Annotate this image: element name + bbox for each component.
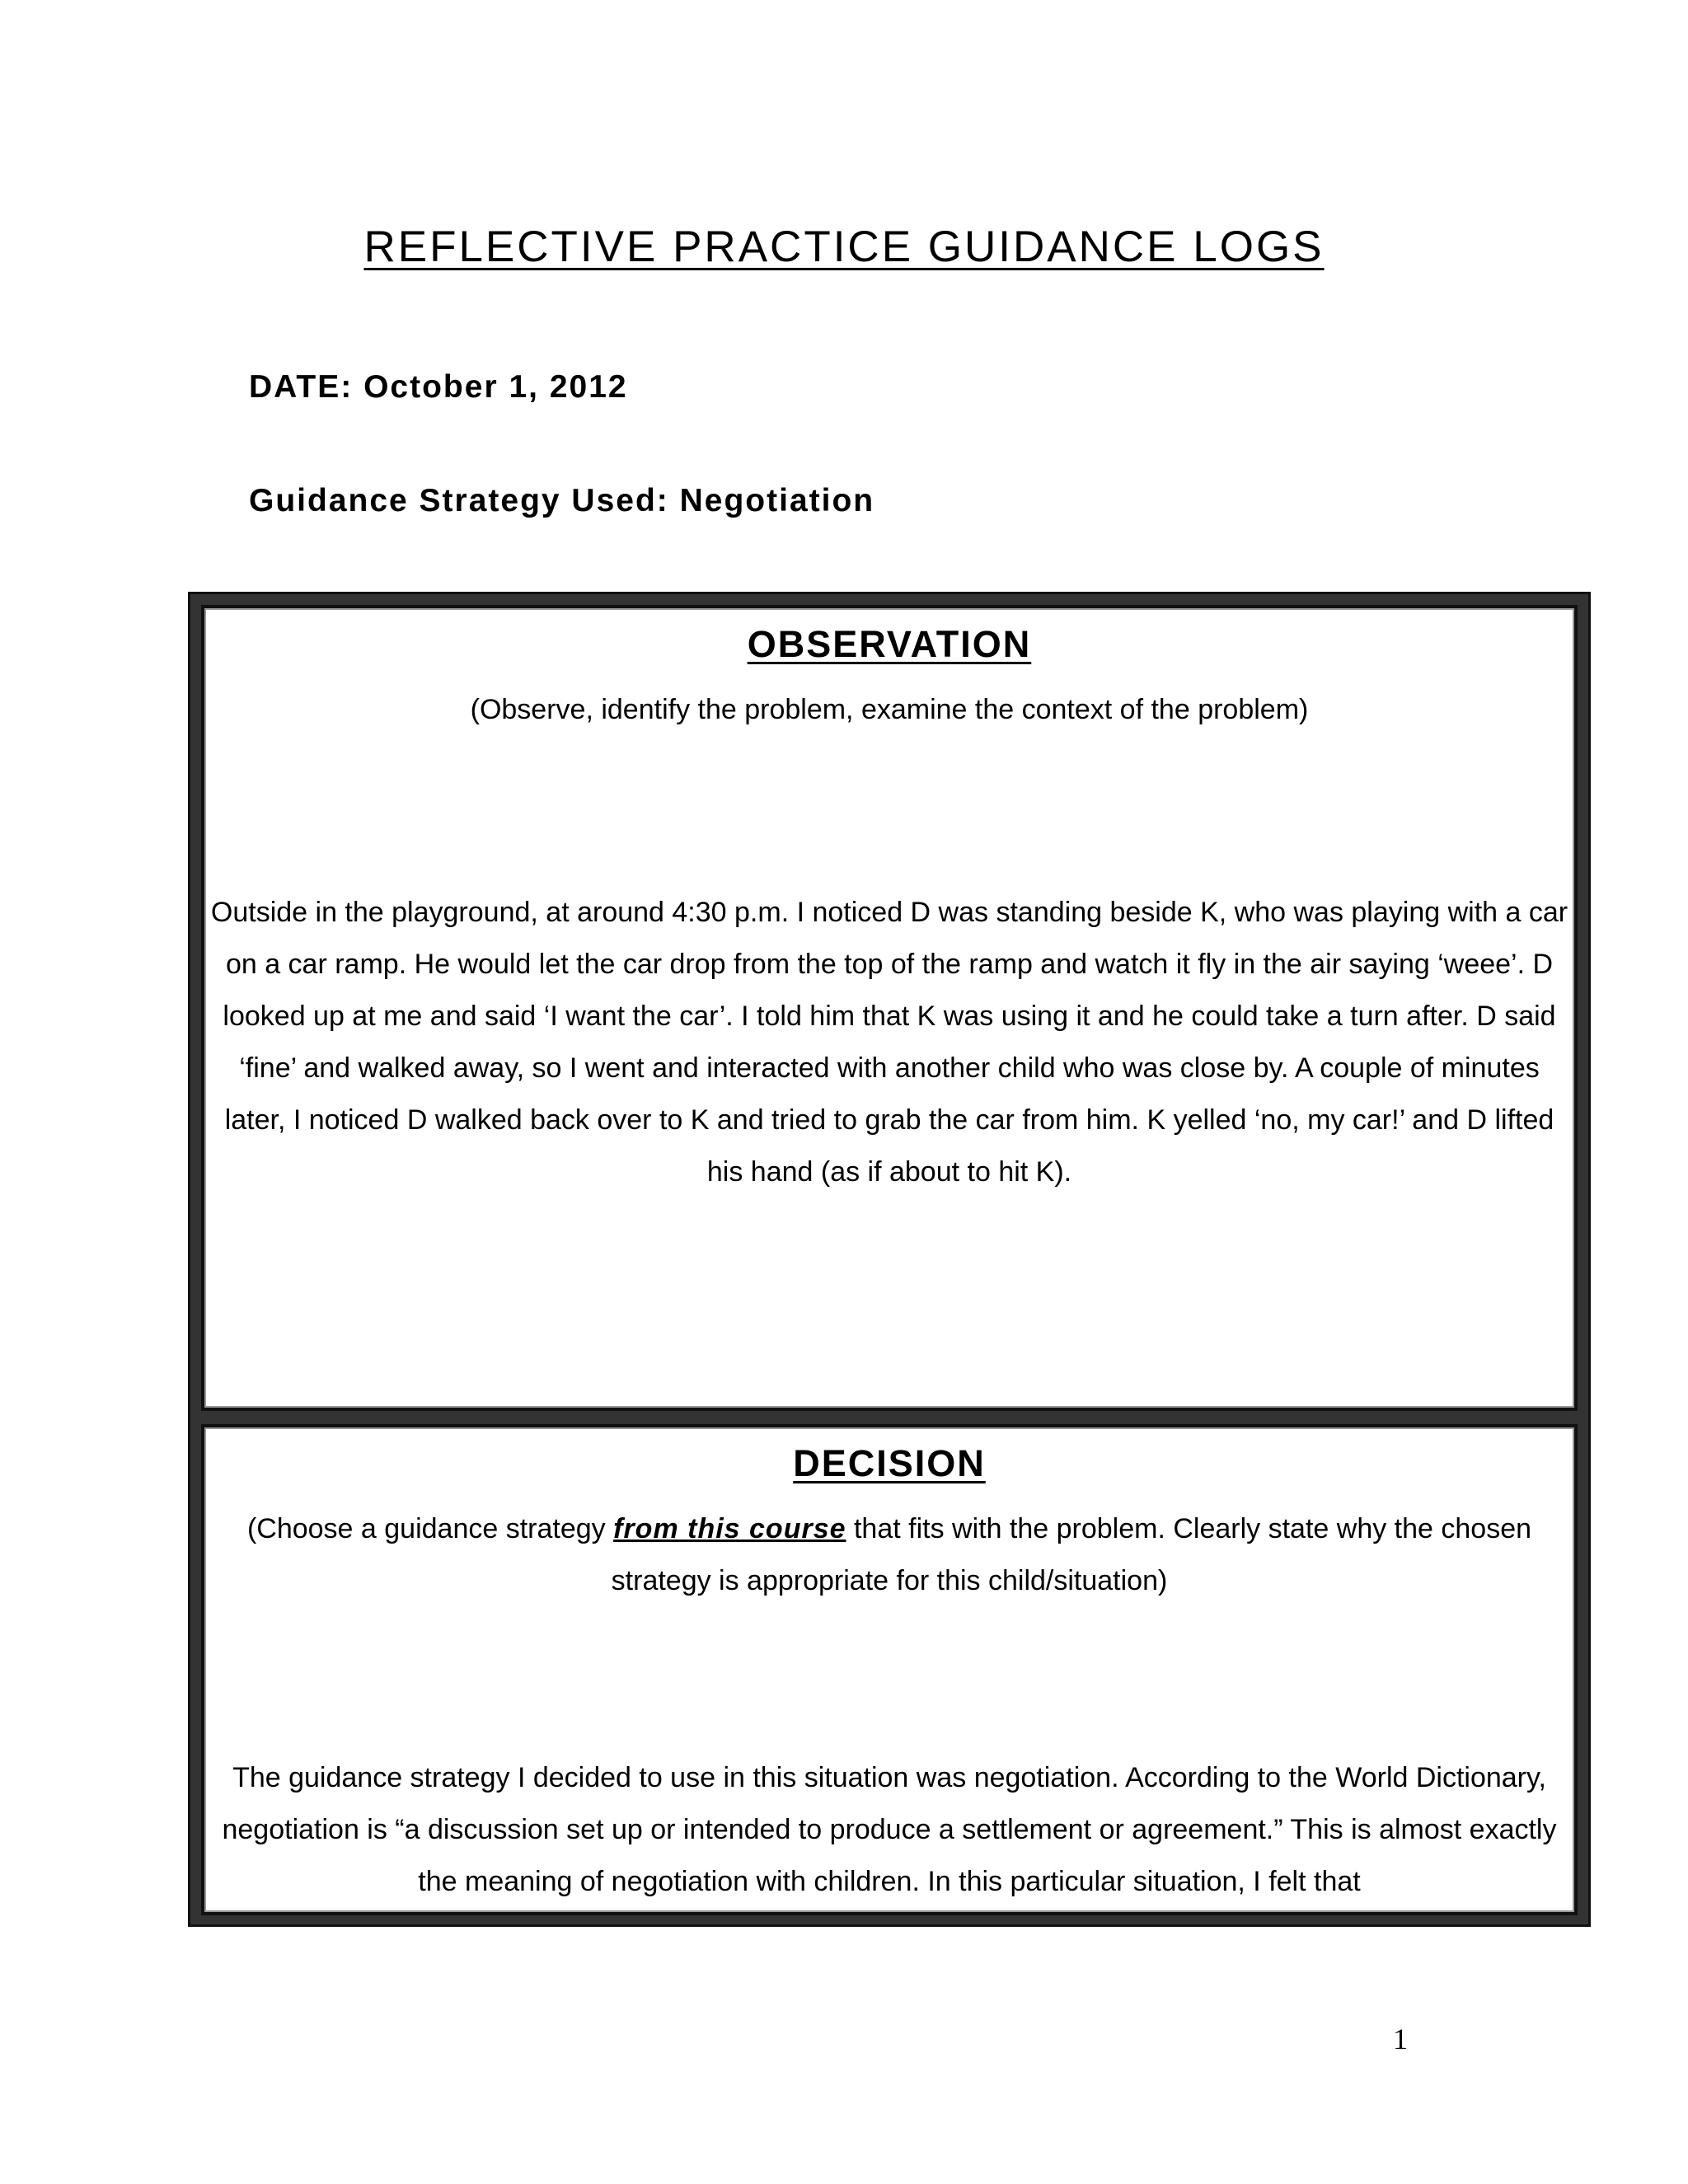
observation-instructions: (Observe, identify the problem, examine the context of the problem) — [470, 694, 1309, 725]
observation-body: Outside in the playground, at around 4:30 p.m. I noticed D was standing beside K, who was playing with a car on a car ramp. He would let the car drop from the top of the ramp and watch it fly in the air saying ‘weee’. D looked up at me and said ‘I want the car’. I told him that K was using it and he could take a turn after. D said ‘fine’ and walked away, so I went and interacted with another child who was close by. A couple of minutes later, I noticed D walked back over to K and tried to grab the car from him. K yelled ‘no, my car!’ and D lifted his hand (as if about to hit K). — [210, 897, 1568, 1188]
observation-heading: OBSERVATION — [747, 623, 1032, 665]
observation-section — [201, 605, 1578, 1411]
document-title: REFLECTIVE PRACTICE GUIDANCE LOGS — [363, 223, 1325, 271]
date-line: DATE: October 1, 2012 — [249, 369, 628, 405]
decision-body: The guidance strategy I decided to use in this situation was negotiation. According to the World Dictionary, negotiation is “a discussion set up or intended to produce a settlement or agreement.” This is almost exactly the meaning of negotiation with children. In this particular situation, I felt that — [222, 1762, 1557, 1897]
decision-instructions-before: (Choose a guidance strategy — [246, 1513, 614, 1544]
decision-instructions-emphasis: from this course — [613, 1513, 846, 1544]
strategy-line: Guidance Strategy Used: Negotiation — [249, 483, 875, 518]
decision-section — [201, 1424, 1578, 1915]
decision-instructions — [229, 1503, 1550, 1607]
decision-heading: DECISION — [793, 1442, 986, 1484]
decision-instructions-after: that fits with the problem. Clearly state why the chosen strategy is appropriate for this child/situation) — [611, 1513, 1532, 1596]
page-number: 1 — [1393, 2022, 1408, 2055]
